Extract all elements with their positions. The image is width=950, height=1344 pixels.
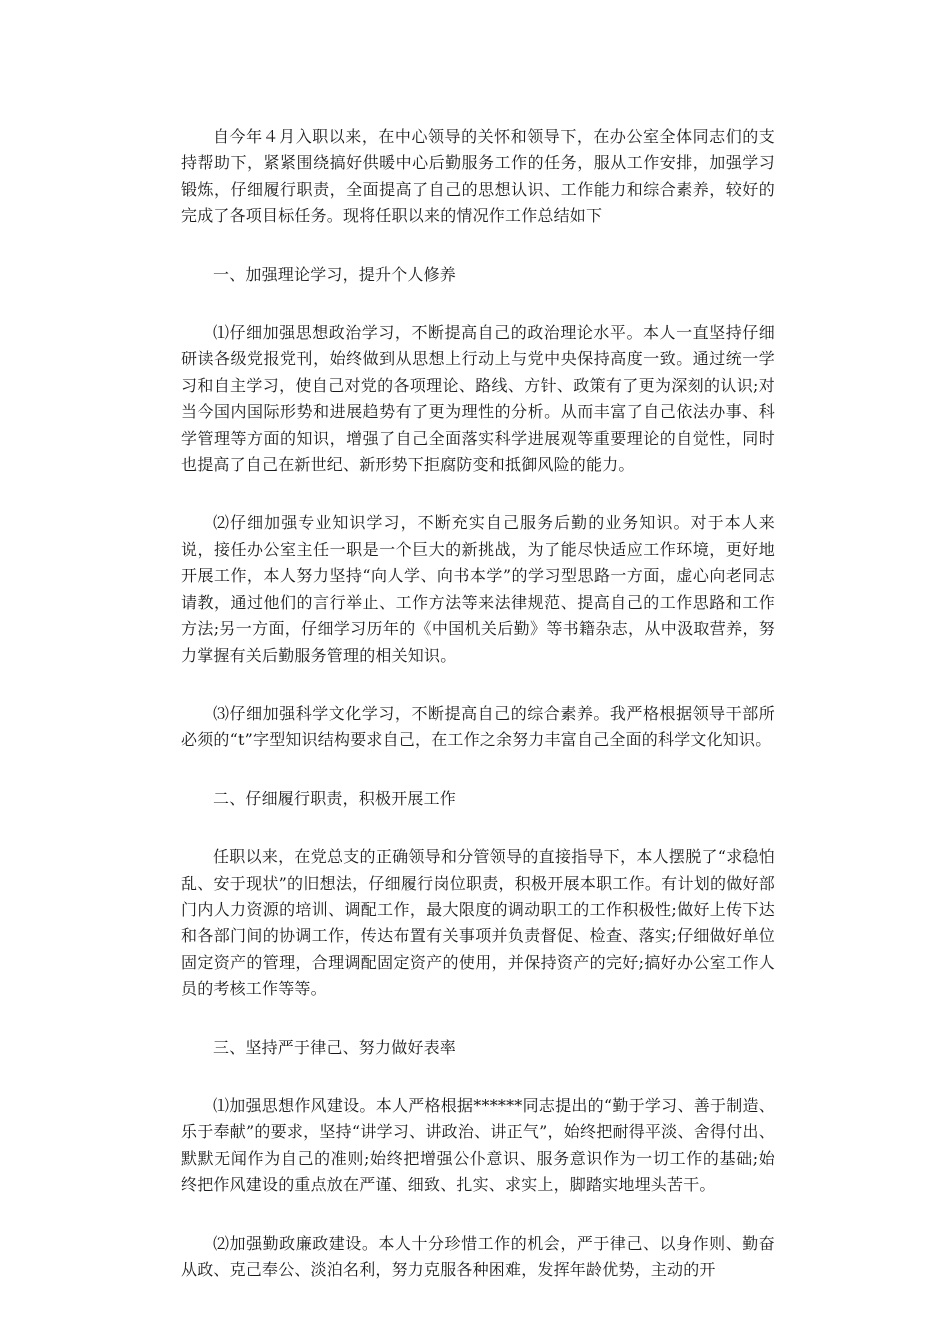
section-2-heading: 二、仔细履行职责，积极开展工作 — [213, 788, 457, 808]
section-1-heading: 一、加强理论学习，提升个人修养 — [213, 264, 457, 284]
section-3-paragraph-1: ⑴加强思想作风建设。本人严格根据******同志提出的“勤于学习、善于制造、乐于奉献”的要求，坚持“讲学习、讲政治、讲正气”，始终把耐得平淡、舍得付出、默默无闻作为自己的准则;始终把增强公仆意识、服务意识作为一切工作的基础;始终把作风建设的重点放在严谨、细致、扎实、求实上，脚踏实地埋头苦干。 — [181, 1095, 775, 1195]
section-3-paragraph-2: ⑵加强勤政廉政建设。本人十分珍惜工作的机会，严于律己、以身作则、勤奋从政、克己奉公、淡泊名利，努力克服各种困难，发挥年龄优势，主动的开 — [181, 1233, 775, 1279]
document-body — [181, 124, 775, 1315]
section-1-paragraph-3: ⑶仔细加强科学文化学习，不断提高自己的综合素养。我严格根据领导干部所必须的“t”字型知识结构要求自己，在工作之余努力丰富自己全面的科学文化知识。 — [181, 703, 775, 750]
section-2-paragraph-1: 任职以来，在党总支的正确领导和分管领导的直接指导下，本人摆脱了“求稳怕乱、安于现状”的旧想法，仔细履行岗位职责，积极开展本职工作。有计划的做好部门内人力资源的培训、调配工作，最大限度的调动职工的工作积极性;做好上传下达和各部门间的协调工作，传达布置有关事项并负责督促、检查、落实;仔细做好单位固定资产的管理，合理调配固定资产的使用，并保持资产的完好;搞好办公室工作人员的考核工作等等。 — [181, 847, 775, 999]
section-1-paragraph-2: ⑵仔细加强专业知识学习，不断充实自己服务后勤的业务知识。对于本人来说，接任办公室主任一职是一个巨大的新挑战，为了能尽快适应工作环境，更好地开展工作，本人努力坚持“向人学、向书本学”的学习型思路一方面，虚心向老同志请教，通过他们的言行举止、工作方法等来法律规范、提高自己的工作思路和工作方法;另一方面，仔细学习历年的《中国机关后勤》等书籍杂志，从中汲取营养，努力掌握有关后勤服务管理的相关知识。 — [181, 513, 775, 665]
section-3-heading: 三、坚持严于律己、努力做好表率 — [213, 1037, 457, 1057]
section-1-paragraph-1: ⑴仔细加强思想政治学习，不断提高自己的政治理论水平。本人一直坚持仔细研读各级党报党刊，始终做到从思想上行动上与党中央保持高度一致。通过统一学习和自主学习，使自己对党的各项理论、路线、方针、政策有了更为深刻的认识;对当今国内国际形势和进展趋势有了更为理性的分析。从而丰富了自己依法办事、科学管理等方面的知识，增强了自己全面落实科学进展观等重要理论的自觉性，同时也提高了自己在新世纪、新形势下拒腐防变和抵御风险的能力。 — [181, 323, 775, 475]
intro-paragraph: 自今年４月入职以来，在中心领导的关怀和领导下，在办公室全体同志们的支持帮助下，紧紧围绕搞好供暖中心后勤服务工作的任务，服从工作安排，加强学习锻炼，仔细履行职责，全面提高了自己的思想认识、工作能力和综合素养，较好的完成了各项目标任务。现将任职以来的情况作工作总结如下 — [181, 127, 775, 226]
